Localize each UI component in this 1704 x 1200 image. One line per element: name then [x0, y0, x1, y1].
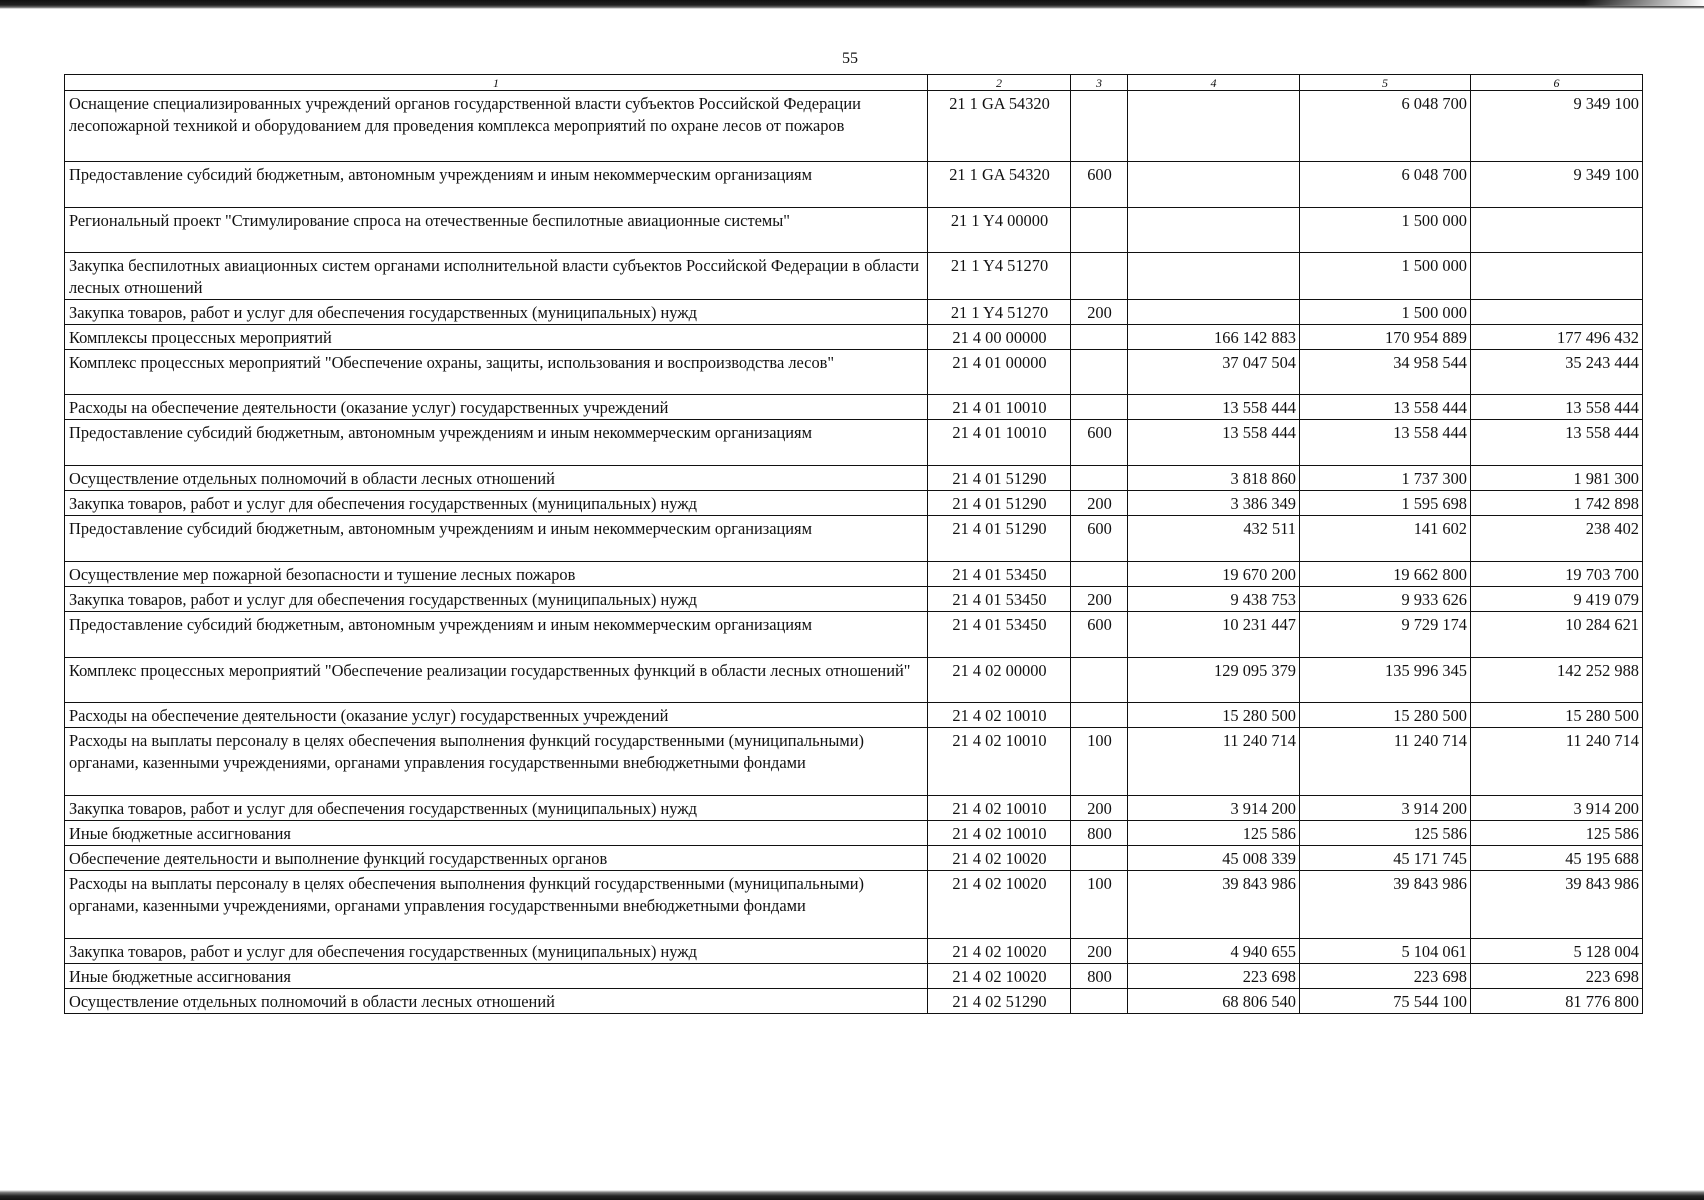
table-row [65, 796, 1643, 821]
row-name: Закупка товаров, работ и услуг для обеспечения государственных (муниципальных) нужд [65, 491, 928, 516]
row-expense-type: 200 [1071, 587, 1128, 612]
row-amount-year-1: 45 008 339 [1128, 846, 1300, 871]
row-name: Расходы на обеспечение деятельности (оказание услуг) государственных учреждений [65, 395, 928, 420]
row-name: Расходы на выплаты персоналу в целях обеспечения выполнения функций государственными (муниципальными) органами, казенными учреждениями, органами управления государственными внебюджетными фондами [65, 728, 928, 796]
row-amount-year-3: 9 419 079 [1471, 587, 1643, 612]
row-expense-type [1071, 703, 1128, 728]
table-row [65, 587, 1643, 612]
scan-border-bottom [0, 1190, 1704, 1200]
row-code: 21 4 01 51290 [928, 466, 1071, 491]
row-amount-year-1: 3 386 349 [1128, 491, 1300, 516]
scan-border-top [0, 0, 1704, 9]
row-code: 21 1 GA 54320 [928, 162, 1071, 208]
row-amount-year-1: 129 095 379 [1128, 658, 1300, 703]
row-code: 21 4 02 10010 [928, 821, 1071, 846]
row-expense-type: 100 [1071, 728, 1128, 796]
row-name: Предоставление субсидий бюджетным, автономным учреждениям и иным некоммерческим организациям [65, 612, 928, 658]
row-amount-year-1 [1128, 162, 1300, 208]
row-amount-year-1: 3 914 200 [1128, 796, 1300, 821]
table-row [65, 91, 1643, 162]
row-name: Расходы на выплаты персоналу в целях обеспечения выполнения функций государственными (муниципальными) органами, казенными учреждениями, органами управления государственными внебюджетными фондами [65, 871, 928, 939]
row-amount-year-3: 13 558 444 [1471, 395, 1643, 420]
row-expense-type: 600 [1071, 162, 1128, 208]
row-expense-type: 600 [1071, 612, 1128, 658]
table-row [65, 253, 1643, 300]
row-expense-type: 600 [1071, 420, 1128, 466]
row-amount-year-1 [1128, 91, 1300, 162]
row-amount-year-2: 1 500 000 [1300, 300, 1471, 325]
row-amount-year-3 [1471, 208, 1643, 253]
table-body [65, 91, 1643, 1014]
row-code: 21 1 Y4 51270 [928, 253, 1071, 300]
row-amount-year-3: 81 776 800 [1471, 989, 1643, 1014]
row-amount-year-2: 125 586 [1300, 821, 1471, 846]
row-amount-year-1: 19 670 200 [1128, 562, 1300, 587]
row-code: 21 4 02 10020 [928, 846, 1071, 871]
table-row [65, 162, 1643, 208]
row-expense-type [1071, 253, 1128, 300]
row-amount-year-1 [1128, 300, 1300, 325]
row-amount-year-2: 170 954 889 [1300, 325, 1471, 350]
row-name: Расходы на обеспечение деятельности (оказание услуг) государственных учреждений [65, 703, 928, 728]
row-amount-year-1: 4 940 655 [1128, 939, 1300, 964]
row-amount-year-2: 75 544 100 [1300, 989, 1471, 1014]
table-row [65, 821, 1643, 846]
row-amount-year-1: 9 438 753 [1128, 587, 1300, 612]
row-amount-year-3: 5 128 004 [1471, 939, 1643, 964]
row-amount-year-2: 1 500 000 [1300, 208, 1471, 253]
table-header-row [65, 75, 1643, 91]
row-name: Иные бюджетные ассигнования [65, 964, 928, 989]
row-amount-year-3: 125 586 [1471, 821, 1643, 846]
row-amount-year-2: 34 958 544 [1300, 350, 1471, 395]
row-code: 21 4 02 00000 [928, 658, 1071, 703]
row-amount-year-2: 13 558 444 [1300, 395, 1471, 420]
table-row [65, 420, 1643, 466]
row-code: 21 4 02 10010 [928, 703, 1071, 728]
row-expense-type [1071, 562, 1128, 587]
row-code: 21 4 01 10010 [928, 395, 1071, 420]
row-amount-year-1: 37 047 504 [1128, 350, 1300, 395]
row-name: Закупка товаров, работ и услуг для обеспечения государственных (муниципальных) нужд [65, 796, 928, 821]
row-name: Осуществление отдельных полномочий в области лесных отношений [65, 989, 928, 1014]
row-amount-year-1 [1128, 253, 1300, 300]
table-row [65, 491, 1643, 516]
row-amount-year-1: 13 558 444 [1128, 395, 1300, 420]
row-amount-year-2: 223 698 [1300, 964, 1471, 989]
row-amount-year-2: 11 240 714 [1300, 728, 1471, 796]
row-expense-type [1071, 846, 1128, 871]
row-code: 21 4 01 53450 [928, 612, 1071, 658]
row-amount-year-1: 39 843 986 [1128, 871, 1300, 939]
table-row [65, 466, 1643, 491]
row-code: 21 4 01 53450 [928, 562, 1071, 587]
row-amount-year-3: 177 496 432 [1471, 325, 1643, 350]
row-amount-year-2: 6 048 700 [1300, 91, 1471, 162]
row-amount-year-2: 9 729 174 [1300, 612, 1471, 658]
row-code: 21 4 01 53450 [928, 587, 1071, 612]
row-expense-type: 800 [1071, 964, 1128, 989]
row-expense-type [1071, 395, 1128, 420]
row-amount-year-1: 68 806 540 [1128, 989, 1300, 1014]
column-header: 4 [1128, 75, 1300, 91]
row-amount-year-1: 3 818 860 [1128, 466, 1300, 491]
row-amount-year-3: 10 284 621 [1471, 612, 1643, 658]
column-header: 5 [1300, 75, 1471, 91]
scan-border-top-fade [1584, 0, 1704, 6]
row-code: 21 4 02 10020 [928, 964, 1071, 989]
table-row [65, 964, 1643, 989]
row-amount-year-3: 19 703 700 [1471, 562, 1643, 587]
row-amount-year-1: 10 231 447 [1128, 612, 1300, 658]
row-amount-year-2: 135 996 345 [1300, 658, 1471, 703]
row-amount-year-1: 125 586 [1128, 821, 1300, 846]
row-amount-year-3: 11 240 714 [1471, 728, 1643, 796]
row-amount-year-3: 223 698 [1471, 964, 1643, 989]
row-amount-year-2: 39 843 986 [1300, 871, 1471, 939]
table-row [65, 562, 1643, 587]
row-amount-year-1 [1128, 208, 1300, 253]
row-amount-year-2: 5 104 061 [1300, 939, 1471, 964]
row-amount-year-3: 1 742 898 [1471, 491, 1643, 516]
row-name: Закупка товаров, работ и услуг для обеспечения государственных (муниципальных) нужд [65, 939, 928, 964]
row-code: 21 1 GA 54320 [928, 91, 1071, 162]
row-amount-year-2: 1 595 698 [1300, 491, 1471, 516]
row-amount-year-2: 3 914 200 [1300, 796, 1471, 821]
row-code: 21 4 01 51290 [928, 491, 1071, 516]
row-name: Закупка товаров, работ и услуг для обеспечения государственных (муниципальных) нужд [65, 587, 928, 612]
row-amount-year-1: 432 511 [1128, 516, 1300, 562]
row-code: 21 4 02 10020 [928, 871, 1071, 939]
row-amount-year-2: 15 280 500 [1300, 703, 1471, 728]
row-expense-type [1071, 350, 1128, 395]
row-code: 21 4 01 51290 [928, 516, 1071, 562]
row-amount-year-3: 238 402 [1471, 516, 1643, 562]
table-row [65, 208, 1643, 253]
row-code: 21 4 02 51290 [928, 989, 1071, 1014]
row-amount-year-3: 13 558 444 [1471, 420, 1643, 466]
table-row [65, 300, 1643, 325]
row-amount-year-3: 142 252 988 [1471, 658, 1643, 703]
row-expense-type [1071, 208, 1128, 253]
row-name: Предоставление субсидий бюджетным, автономным учреждениям и иным некоммерческим организациям [65, 420, 928, 466]
row-amount-year-2: 45 171 745 [1300, 846, 1471, 871]
budget-table [64, 74, 1643, 1014]
table-row [65, 658, 1643, 703]
row-name: Предоставление субсидий бюджетным, автономным учреждениям и иным некоммерческим организациям [65, 162, 928, 208]
row-expense-type [1071, 466, 1128, 491]
table-row [65, 939, 1643, 964]
table-row [65, 325, 1643, 350]
row-amount-year-1: 15 280 500 [1128, 703, 1300, 728]
row-name: Комплексы процессных мероприятий [65, 325, 928, 350]
row-expense-type: 200 [1071, 796, 1128, 821]
row-name: Осуществление мер пожарной безопасности и тушение лесных пожаров [65, 562, 928, 587]
row-name: Оснащение специализированных учреждений органов государственной власти субъектов Российской Федерации лесопожарной техникой и оборудованием для проведения комплекса мероприятий по охране лесов от пожаров [65, 91, 928, 162]
table-row [65, 846, 1643, 871]
row-expense-type: 100 [1071, 871, 1128, 939]
row-expense-type: 800 [1071, 821, 1128, 846]
row-amount-year-2: 1 500 000 [1300, 253, 1471, 300]
column-header: 1 [65, 75, 928, 91]
row-amount-year-3: 1 981 300 [1471, 466, 1643, 491]
row-code: 21 4 02 10010 [928, 728, 1071, 796]
row-amount-year-3: 35 243 444 [1471, 350, 1643, 395]
row-amount-year-2: 19 662 800 [1300, 562, 1471, 587]
row-expense-type: 200 [1071, 939, 1128, 964]
row-amount-year-3: 15 280 500 [1471, 703, 1643, 728]
row-expense-type: 200 [1071, 491, 1128, 516]
row-amount-year-3 [1471, 300, 1643, 325]
table-row [65, 350, 1643, 395]
row-amount-year-2: 1 737 300 [1300, 466, 1471, 491]
table-row [65, 728, 1643, 796]
row-amount-year-3: 45 195 688 [1471, 846, 1643, 871]
row-amount-year-2: 6 048 700 [1300, 162, 1471, 208]
row-name: Комплекс процессных мероприятий "Обеспечение охраны, защиты, использования и воспроизводства лесов" [65, 350, 928, 395]
row-name: Предоставление субсидий бюджетным, автономным учреждениям и иным некоммерческим организациям [65, 516, 928, 562]
row-name: Обеспечение деятельности и выполнение функций государственных органов [65, 846, 928, 871]
row-code: 21 4 01 10010 [928, 420, 1071, 466]
column-header: 6 [1471, 75, 1643, 91]
table-row [65, 516, 1643, 562]
row-amount-year-3: 3 914 200 [1471, 796, 1643, 821]
row-expense-type: 600 [1071, 516, 1128, 562]
row-code: 21 4 02 10010 [928, 796, 1071, 821]
row-code: 21 4 02 10020 [928, 939, 1071, 964]
row-name: Осуществление отдельных полномочий в области лесных отношений [65, 466, 928, 491]
row-amount-year-2: 141 602 [1300, 516, 1471, 562]
table-row [65, 871, 1643, 939]
column-header: 3 [1071, 75, 1128, 91]
page-number: 55 [842, 50, 858, 67]
table-row [65, 989, 1643, 1014]
row-amount-year-1: 11 240 714 [1128, 728, 1300, 796]
row-name: Комплекс процессных мероприятий "Обеспечение реализации государственных функций в области лесных отношений" [65, 658, 928, 703]
row-amount-year-2: 13 558 444 [1300, 420, 1471, 466]
table-row [65, 612, 1643, 658]
table-row [65, 703, 1643, 728]
row-amount-year-1: 166 142 883 [1128, 325, 1300, 350]
row-name: Закупка товаров, работ и услуг для обеспечения государственных (муниципальных) нужд [65, 300, 928, 325]
row-amount-year-2: 9 933 626 [1300, 587, 1471, 612]
row-amount-year-1: 223 698 [1128, 964, 1300, 989]
row-expense-type [1071, 658, 1128, 703]
row-code: 21 1 Y4 51270 [928, 300, 1071, 325]
column-header: 2 [928, 75, 1071, 91]
row-name: Иные бюджетные ассигнования [65, 821, 928, 846]
row-amount-year-3: 9 349 100 [1471, 91, 1643, 162]
row-amount-year-1: 13 558 444 [1128, 420, 1300, 466]
table-row [65, 395, 1643, 420]
row-code: 21 4 00 00000 [928, 325, 1071, 350]
row-name: Региональный проект "Стимулирование спроса на отечественные беспилотные авиационные системы" [65, 208, 928, 253]
row-code: 21 1 Y4 00000 [928, 208, 1071, 253]
row-amount-year-3 [1471, 253, 1643, 300]
row-code: 21 4 01 00000 [928, 350, 1071, 395]
row-name: Закупка беспилотных авиационных систем органами исполнительной власти субъектов Российской Федерации в области лесных отношений [65, 253, 928, 300]
row-amount-year-3: 39 843 986 [1471, 871, 1643, 939]
row-expense-type [1071, 91, 1128, 162]
row-amount-year-3: 9 349 100 [1471, 162, 1643, 208]
row-expense-type: 200 [1071, 300, 1128, 325]
row-expense-type [1071, 325, 1128, 350]
row-expense-type [1071, 989, 1128, 1014]
